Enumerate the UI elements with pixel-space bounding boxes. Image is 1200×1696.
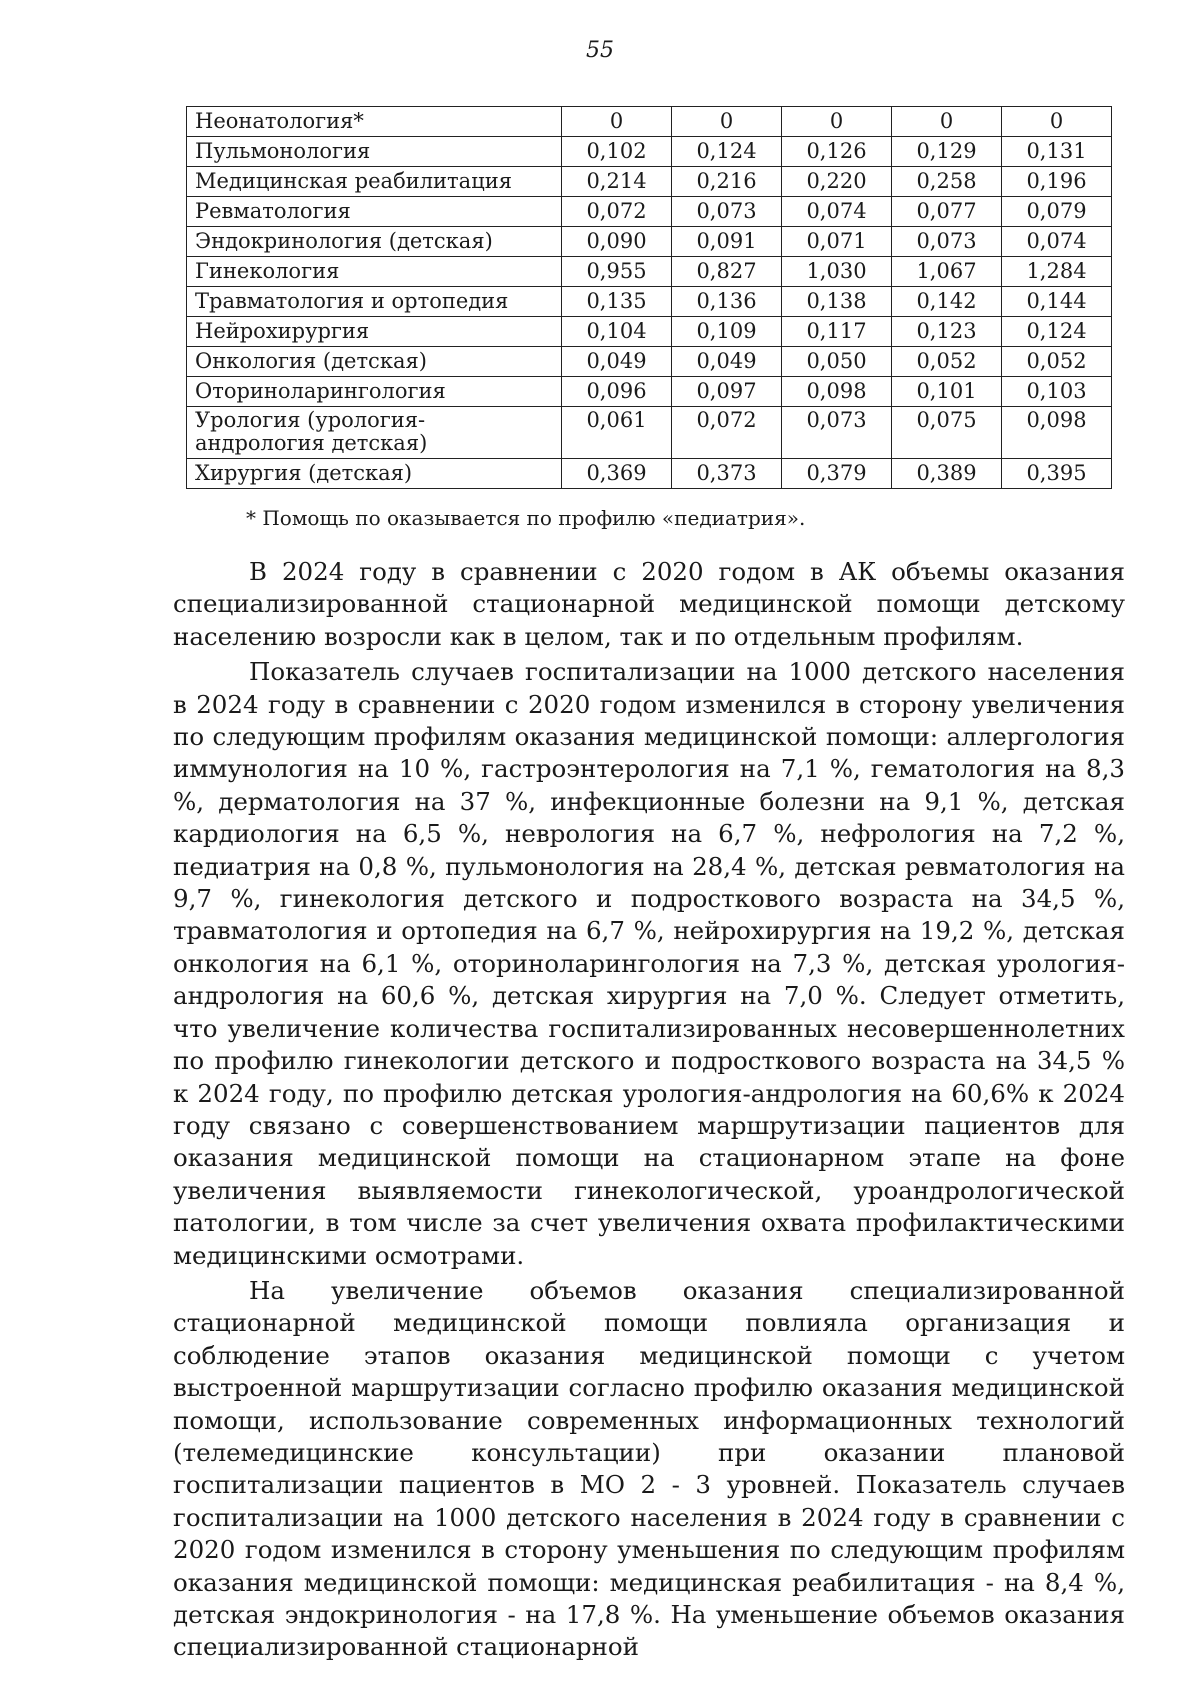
table-row [187, 167, 1112, 197]
value-cell: 0,073 [672, 197, 782, 227]
table-row [187, 257, 1112, 287]
value-cell: 0,395 [1002, 459, 1112, 489]
value-cell: 0,049 [672, 347, 782, 377]
value-cell: 0,196 [1002, 167, 1112, 197]
value-cell: 1,067 [892, 257, 1002, 287]
profile-name-cell: Онкология (детская) [187, 347, 562, 377]
profile-name-cell: Медицинская реабилитация [187, 167, 562, 197]
profile-name-cell: Эндокринология (детская) [187, 227, 562, 257]
profile-name-cell: Хирургия (детская) [187, 459, 562, 489]
value-cell: 0,220 [782, 167, 892, 197]
value-cell: 0,072 [562, 197, 672, 227]
value-cell: 0,101 [892, 377, 1002, 407]
value-cell: 0,077 [892, 197, 1002, 227]
value-cell: 0,073 [782, 407, 892, 459]
profile-name-cell: Урология (урология-андрология детская) [187, 407, 562, 459]
value-cell: 0,131 [1002, 137, 1112, 167]
value-cell: 0,050 [782, 347, 892, 377]
table-row [187, 459, 1112, 489]
profile-name-cell: Травматология и ортопедия [187, 287, 562, 317]
paragraph: На увеличение объемов оказания специализированной стационарной медицинской помощи повлияла организация и соблюдение этапов оказания медицинской помощи с учетом выстроенной маршрутизации согласно профилю оказания медицинской помощи, использование современных информационных технологий (телемедицинские консультации) при оказании плановой госпитализации пациентов в МО 2 - 3 уровней. Показатель случаев госпитализации на 1000 детского населения в 2024 году в сравнении с 2020 годом изменился в сторону уменьшения по следующим профилям оказания медицинской помощи: медицинская реабилитация - на 8,4 %, детская эндокринология - на 17,8 %. На уменьшение объемов оказания специализированной стационарной [173, 1275, 1125, 1662]
value-cell: 0,389 [892, 459, 1002, 489]
value-cell: 0,216 [672, 167, 782, 197]
value-cell: 0,052 [892, 347, 1002, 377]
value-cell: 0,090 [562, 227, 672, 257]
profile-name-cell: Ревматология [187, 197, 562, 227]
value-cell: 0,135 [562, 287, 672, 317]
value-cell: 0,142 [892, 287, 1002, 317]
value-cell: 0,117 [782, 317, 892, 347]
value-cell: 0,074 [1002, 227, 1112, 257]
table-row [187, 197, 1112, 227]
value-cell: 0,071 [782, 227, 892, 257]
value-cell: 0,098 [782, 377, 892, 407]
profile-name-cell: Оториноларингология [187, 377, 562, 407]
value-cell: 0,091 [672, 227, 782, 257]
value-cell: 0,126 [782, 137, 892, 167]
value-cell: 0,124 [672, 137, 782, 167]
table-row [187, 407, 1112, 459]
profile-name-cell: Нейрохирургия [187, 317, 562, 347]
value-cell: 0 [562, 107, 672, 137]
table-row [187, 317, 1112, 347]
value-cell: 1,030 [782, 257, 892, 287]
value-cell: 0,072 [672, 407, 782, 459]
value-cell: 0,102 [562, 137, 672, 167]
value-cell: 1,284 [1002, 257, 1112, 287]
value-cell: 0,144 [1002, 287, 1112, 317]
paragraph: Показатель случаев госпитализации на 1000 детского населения в 2024 году в сравнении с 2020 годом изменился в сторону увеличения по следующим профилям оказания медицинской помощи: аллергология иммунология на 10 %, гастроэнтерология на 7,1 %, гематология на 8,3 %, дерматология на 37 %, инфекционные болезни на 9,1 %, детская кардиология на 6,5 %, неврология на 6,7 %, нефрология на 7,2 %, педиатрия на 0,8 %, пульмонология на 28,4 %, детская ревматология на 9,7 %, гинекология детского и подросткового возраста на 34,5 %, травматология и ортопедия на 6,7 %, нейрохирургия на 19,2 %, детская онкология на 6,1 %, оториноларингология на 7,3 %, детская урология-андрология на 60,6 %, детская хирургия на 7,0 %. Следует отметить, что увеличение количества госпитализированных несовершеннолетних по профилю гинекологии детского и подросткового возраста на 34,5 % к 2024 году, по профилю детская урология-андрология на 60,6% к 2024 году связано с совершенствованием маршрутизации пациентов для оказания медицинской помощи на стационарном этапе на фоне увеличения выявляемости гинекологической, уроандрологической патологии, в том числе за счет увеличения охвата профилактическими медицинскими осмотрами. [173, 657, 1125, 1270]
value-cell: 0,061 [562, 407, 672, 459]
profile-name-cell: Пульмонология [187, 137, 562, 167]
value-cell: 0 [1002, 107, 1112, 137]
table-row [187, 347, 1112, 377]
table-row [187, 287, 1112, 317]
value-cell: 0,104 [562, 317, 672, 347]
profile-name-cell: Неонатология* [187, 107, 562, 137]
value-cell: 0,124 [1002, 317, 1112, 347]
value-cell: 0,097 [672, 377, 782, 407]
value-cell: 0,258 [892, 167, 1002, 197]
value-cell: 0,138 [782, 287, 892, 317]
page-number: 55 [586, 38, 614, 63]
table-row [187, 107, 1112, 137]
value-cell: 0 [782, 107, 892, 137]
value-cell: 0,096 [562, 377, 672, 407]
value-cell: 0,052 [1002, 347, 1112, 377]
value-cell: 0 [892, 107, 1002, 137]
value-cell: 0,373 [672, 459, 782, 489]
value-cell: 0,103 [1002, 377, 1112, 407]
value-cell: 0,073 [892, 227, 1002, 257]
table-row [187, 137, 1112, 167]
value-cell: 0,369 [562, 459, 672, 489]
value-cell: 0,074 [782, 197, 892, 227]
value-cell: 0,075 [892, 407, 1002, 459]
value-cell: 0,109 [672, 317, 782, 347]
hospitalization-rate-table [186, 106, 1112, 489]
paragraph: В 2024 году в сравнении с 2020 годом в АК объемы оказания специализированной стационарной медицинской помощи детскому населению возросли как в целом, так и по отдельным профилям. [173, 557, 1125, 651]
table-footnote: * Помощь по оказывается по профилю «педиатрия». [246, 506, 806, 530]
profile-name-cell: Гинекология [187, 257, 562, 287]
value-cell: 0,049 [562, 347, 672, 377]
value-cell: 0,827 [672, 257, 782, 287]
table-body [187, 107, 1112, 489]
table-row [187, 377, 1112, 407]
value-cell: 0,955 [562, 257, 672, 287]
value-cell: 0,136 [672, 287, 782, 317]
value-cell: 0,129 [892, 137, 1002, 167]
value-cell: 0,379 [782, 459, 892, 489]
value-cell: 0,079 [1002, 197, 1112, 227]
value-cell: 0 [672, 107, 782, 137]
value-cell: 0,214 [562, 167, 672, 197]
body-text [173, 556, 1125, 1664]
table-row [187, 227, 1112, 257]
value-cell: 0,123 [892, 317, 1002, 347]
value-cell: 0,098 [1002, 407, 1112, 459]
